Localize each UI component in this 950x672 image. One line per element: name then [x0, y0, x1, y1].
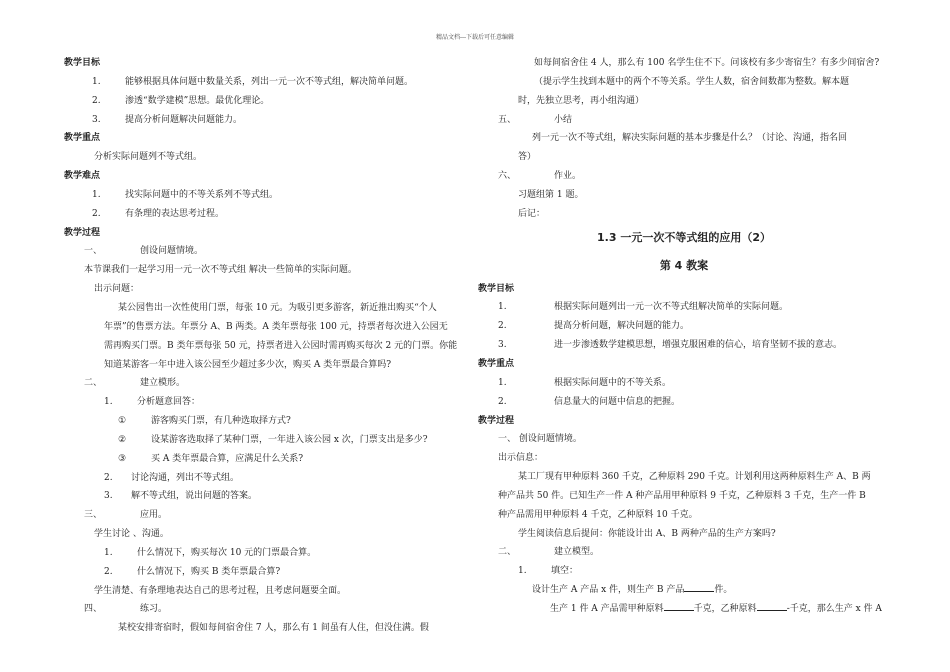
list-item: ③ 买 A 类年票最合算，应满足什么关系? — [118, 453, 304, 464]
section-heading: 一、 创设问题情境。 — [84, 246, 204, 257]
key-heading: 教学重点 — [64, 133, 101, 144]
section-heading: 五、 小结 — [498, 114, 573, 125]
goal-item: 2. 提高分析问题，解决问题的能力。 — [498, 321, 690, 332]
exercise-text: 如每间宿舍住 4 人，那么有 100 名学生住不下。问该校有多少寄宿生？有多少间宿舍? — [534, 58, 880, 68]
goal-item: 1. 能够根据具体问题中数量关系，列出一元一次不等式组，解决简单问题。 — [92, 76, 414, 87]
answer-blank[interactable] — [664, 600, 694, 611]
section-text: 本节课我们一起学习用一元一次不等式组 解决一些简单的实际问题。 — [84, 265, 357, 276]
hint-text: （提示学生找到本题中的两个不等关系。学生人数，宿舍间数都为整数。解本题 — [534, 76, 850, 87]
lesson-number: 第 4 教案 — [659, 258, 709, 272]
left-column — [64, 54, 474, 638]
right-column — [478, 54, 890, 619]
list-item: 2. 讨论沟通，列出不等式组。 — [104, 472, 240, 483]
section-heading: 六、 作业。 — [498, 171, 582, 182]
process-heading: 教学过程 — [478, 415, 515, 426]
difficulty-heading: 教学难点 — [64, 171, 101, 182]
list-item: ② 设某游客选取择了某种门票，一年进入该公园 x 次，门票支出是多少? — [118, 434, 428, 445]
section-heading: 三、 应用。 — [84, 510, 168, 521]
list-item: 1. 什么情况下，购买每次 10 元的门票最合算。 — [104, 547, 317, 558]
page-header: 精品文档---下载后可任意编辑 — [435, 34, 515, 41]
section-text: 出示信息： — [498, 453, 544, 464]
summary-text: 答） — [518, 152, 537, 163]
section-text: 出示问题： — [94, 284, 140, 295]
goals-heading: 教学目标 — [64, 58, 101, 68]
summary-text: 列一元一次不等式组，解决实际问题的基本步骤是什么？（讨论、沟通，指名回 — [532, 133, 848, 144]
problem-line: 知道某游客一年中进入该公园至少超过多少次，购买 A 类年票最合算吗? — [104, 359, 392, 370]
info-line: 种产品共 50 件。已知生产一件 A 种产品用甲种原料 9 千克，乙种原料 3 千克，生产一件 B — [498, 490, 866, 501]
lesson-title: 1.3 一元一次不等式组的应用（2） — [597, 230, 771, 244]
question-text: 学生阅读信息后提问：你能设计出 A、B 两种产品的生产方案吗? — [518, 528, 776, 539]
goal-item: 3. 进一步渗透数学建模思想，增强克服困难的信心，培育坚韧不拔的意志。 — [498, 340, 843, 351]
exercise-text: 某校安排寄宿时，假如每间宿舍住 7 人，那么有 1 间虽有人住，但没住满。假 — [118, 623, 429, 634]
info-line: 种产品需用甲种原料 4 千克，乙种原料 10 千克。 — [498, 509, 698, 520]
difficulty-item: 1. 找实际问题中的不等关系列不等式组。 — [92, 189, 279, 200]
key-item: 1. 根据实际问题中的不等关系。 — [498, 377, 672, 388]
problem-line: 需再购买门票。B 类年票每张 50 元，持票者进入公园时需再购买每次 2 元的门票。你能 — [104, 340, 458, 351]
list-item: ① 游客购买门票，有几种选取择方式? — [118, 416, 291, 427]
list-item: 3. 解不等式组，说出问题的答案。 — [104, 491, 258, 502]
problem-line: 某公园售出一次性使用门票，每张 10 元。为吸引更多游客，新近推出购买“个人 — [118, 302, 437, 313]
section-heading: 一、 创设问题情境。 — [498, 434, 582, 445]
section-heading: 二、 建立模型。 — [498, 547, 600, 558]
goal-item: 1. 根据实际问题列出一元一次不等式组解决简单的实际问题。 — [498, 302, 789, 313]
process-heading: 教学过程 — [64, 227, 101, 238]
difficulty-item: 2. 有条理的表达思考过程。 — [92, 208, 225, 219]
list-item: 2. 什么情况下，购买 B 类年票最合算? — [104, 566, 281, 577]
list-item: 1. 分析题意回答： — [104, 397, 201, 408]
homework-text: 习题组第 1 题。 — [518, 189, 584, 200]
section-text: 学生讨论 、沟通。 — [94, 529, 169, 540]
goal-item: 2. 渗透“数学建模”思想。最优化理论。 — [92, 95, 270, 106]
goals-heading: 教学目标 — [478, 283, 515, 294]
goal-item: 3. 提高分析问题解决问题能力。 — [92, 114, 243, 125]
key-heading: 教学重点 — [478, 358, 515, 369]
fill-line: 设计生产 A 产品 x 件，则生产 B 产品 件。 — [478, 581, 890, 600]
answer-blank[interactable] — [684, 581, 714, 592]
fill-line: 生产 1 件 A 产品需甲种原料 千克，乙种原料 -千克，那么生产 x 件 A — [478, 600, 890, 619]
info-line: 某工厂现有甲种原料 360 千克，乙种原料 290 千克。计划利用这两种原料生产 A、B 两 — [518, 472, 871, 483]
afterword: 后记： — [518, 208, 546, 219]
key-text: 分析实际问题列不等式组。 — [94, 152, 203, 163]
hint-text: 时，先独立思考，再小组沟通） — [518, 95, 645, 106]
section-text: 学生清楚、有条理地表达自己的思考过程，且考虑问题要全面。 — [94, 585, 347, 596]
problem-line: 年票”的售票方法。年票分 A、B 两类。A 类年票每张 100 元，持票者每次进入公园无 — [104, 321, 448, 332]
section-heading: 二、 建立模形。 — [84, 378, 186, 389]
answer-blank[interactable] — [757, 600, 787, 611]
section-heading: 四、 练习。 — [84, 604, 168, 615]
list-item: 1. 填空： — [518, 566, 579, 577]
key-item: 2. 信息量大的问题中信息的把握。 — [498, 396, 681, 407]
